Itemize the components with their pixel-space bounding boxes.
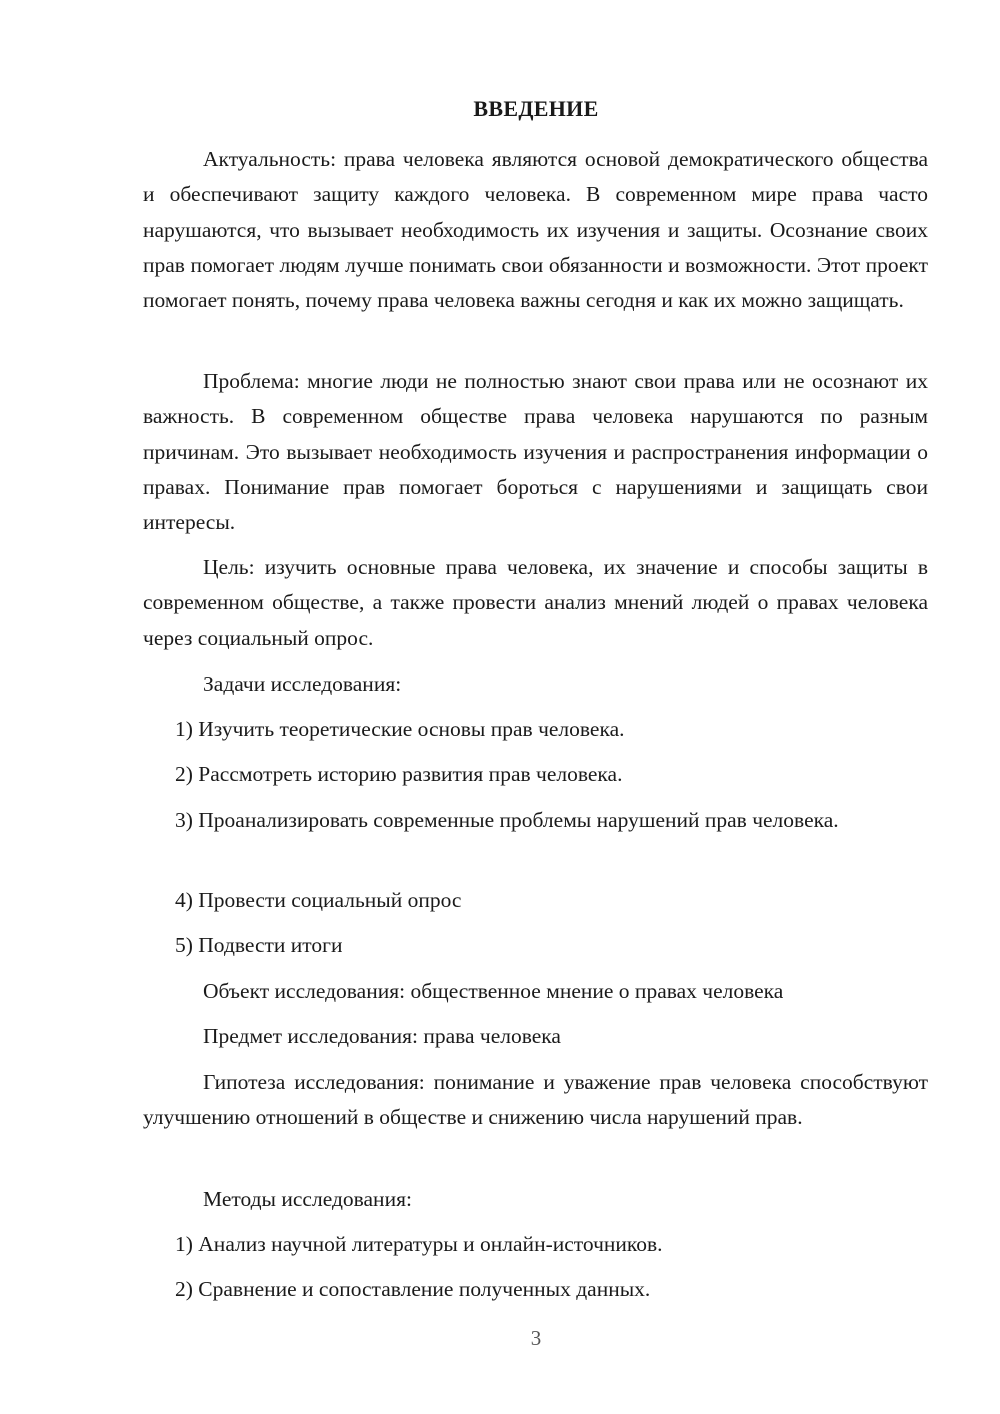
relevance-paragraph: Актуальность: права человека являются основой демократического общества и обеспечивают защиту каждого человека. В современном мире права часто нарушаются, что вызывает необходимость их изучения и защиты. Осознание своих прав помогает людям лучше понимать свои обязанности и возможности. Этот проект помогает понять, почему права человека важны сегодня и как их можно защищать. (143, 147, 928, 313)
page-number: 3 (530, 1326, 542, 1350)
hypothesis-paragraph: Гипотеза исследования: понимание и уважение прав человека способствуют улучшению отношений в обществе и снижению числа нарушений прав. (143, 1070, 928, 1130)
page-title: ВВЕДЕНИЕ (473, 96, 599, 121)
goal-paragraph: Цель: изучить основные права человека, их значение и способы защиты в современном обществе, а также провести анализ мнений людей о правах человека через социальный опрос. (143, 555, 928, 650)
method-item-2: 2) Сравнение и сопоставление полученных данных. (175, 1277, 651, 1301)
methods-heading: Методы исследования: (203, 1187, 412, 1211)
task-item-5: 5) Подвести итоги (175, 933, 343, 957)
tasks-heading: Задачи исследования: (203, 672, 402, 696)
task-item-1: 1) Изучить теоретические основы прав человека. (175, 717, 625, 741)
task-item-3: 3) Проанализировать современные проблемы нарушений прав человека. (175, 808, 839, 832)
subject-paragraph: Предмет исследования: права человека (203, 1024, 561, 1048)
task-item-4: 4) Провести социальный опрос (175, 888, 462, 912)
method-item-1: 1) Анализ научной литературы и онлайн-источников. (175, 1232, 663, 1256)
object-paragraph: Объект исследования: общественное мнение о правах человека (203, 979, 784, 1003)
problem-paragraph: Проблема: многие люди не полностью знают свои права или не осознают их важность. В современном обществе права человека нарушаются по разным причинам. Это вызывает необходимость изучения и распространения информации о правах. Понимание прав помогает бороться с нарушениями и защищать свои интересы. (143, 369, 928, 535)
task-item-2: 2) Рассмотреть историю развития прав человека. (175, 762, 623, 786)
